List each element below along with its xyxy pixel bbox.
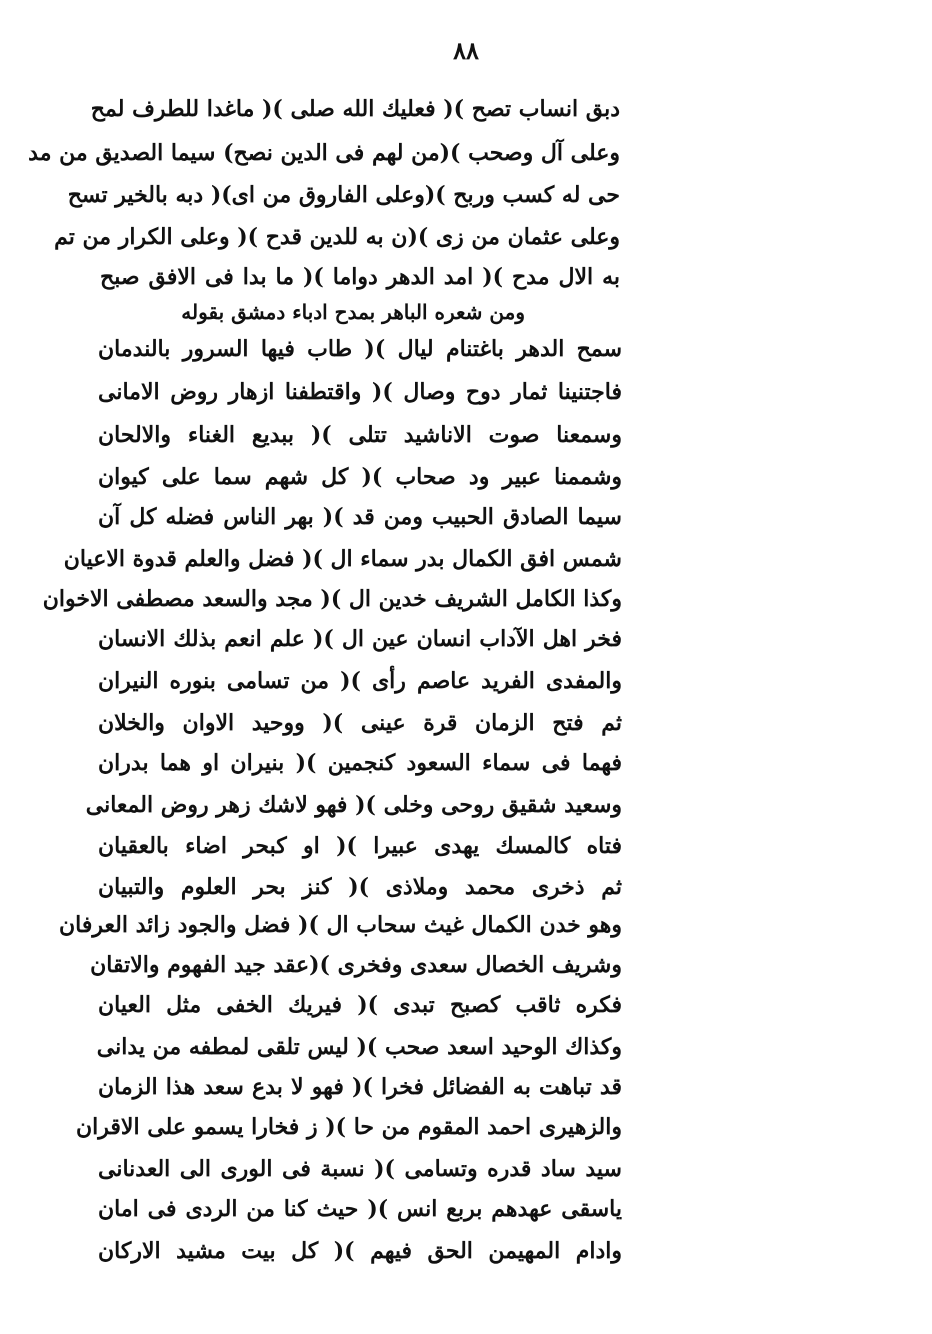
intro-line-1: دبق انساب تصح )( فعليك الله صلى )( ماغدا للطرف لمح [90, 96, 620, 122]
intro-line-3: حى له كسب وربح )(وعلى الفاروق من اى)( دبه بالخير تسح [67, 182, 620, 208]
poem-line-17: فكره ثاقب كصبح تبدى )( فيريك الخفى مثل العيان [98, 992, 622, 1018]
poem-line-12: وسعيد شقيق روحى وخلى )( فهو لاشك زهر روض المعانى [85, 792, 622, 818]
poem-line-9: والمفدى الفريد عاصم رأى )( من تسامى بنوره النيران [98, 668, 622, 694]
section-heading: ومن شعره الباهر بمدح ادباء دمشق بقوله [181, 300, 525, 324]
poem-line-7: وكذا الكامل الشريف خدين ال )( مجد والسعد مصطفى الاخوان [42, 586, 622, 612]
poem-line-16: وشريف الخصال سعدى وفخرى )(عقد جيد الفهوم والاتقان [90, 952, 622, 978]
poem-line-20: والزهيرى احمد المقوم من حا )( ز فخارا يسمو على الاقران [76, 1114, 622, 1140]
poem-line-5: سيما الصادق الحبيب ومن قد )( بهر الناس فضله كل آن [98, 504, 622, 530]
poem-line-3: وسمعنا صوت الاناشيد تتلى )( ببديع الغناء والالحان [98, 422, 622, 448]
poem-line-14: ثم ذخرى محمد وملاذى )( كنز بحر العلوم والتبيان [98, 874, 622, 900]
poem-line-11: فهما فى سماء السعود كنجمين )( بنيران او هما بدران [98, 750, 622, 776]
poem-line-2: فاجتنينا ثمار دوح وصال )( واقتطفنا ازهار روض الامانى [98, 379, 622, 405]
poem-line-8: فخر اهل الآداب انسان عين ال )( علم انعم بذلك الانسان [98, 626, 622, 652]
poem-line-10: ثم فتح الزمان قرة عينى )( ووحيد الاوان والخلان [98, 710, 622, 736]
intro-line-2: وعلى آل وصحب )(من لهم فى الدين نصح) سيما الصديق من مد [28, 140, 620, 166]
page-number: ٨٨ [453, 36, 479, 65]
intro-line-5: به الال مدح )( امد الدهر دواما )( ما بدا فى الافق صبح [100, 264, 620, 290]
poem-line-19: قد تباهت به الفضائل فخرا )( فهو لا بدع سعد هذا الزمان [98, 1074, 622, 1100]
poem-line-13: فتاه كالمسك يهدى عبيرا )( او كبحر اضاء بالعقيان [98, 833, 622, 859]
poem-line-4: وشممنا عبير ود صحاب )( كل شهم سما على كيوان [98, 464, 622, 490]
poem-line-18: وكذاك الوحيد اسعد صحب )( ليس تلقى لمطفه من يدانى [96, 1034, 622, 1060]
intro-line-4: وعلى عثمان من زى )(ن به للدين قدح )( وعلى الكرار من تم [54, 224, 620, 250]
poem-line-22: ياسقى عهدهم بربع انس )( حيث كنا من الردى فى امان [98, 1196, 622, 1222]
poem-line-15: وهو خدن الكمال غيث سحاب ال )( فضل والجود زائد العرفان [59, 912, 622, 938]
poem-line-21: سيد ساد قدره وتسامى )( نسبة فى الورى الى العدنانى [98, 1156, 622, 1182]
poem-line-23: وادام المهيمن الحق فيهم )( كل بيت مشيد الاركان [98, 1238, 622, 1264]
poem-line-1: سمح الدهر باغتنام ليال )( طاب فيها السرور بالندمان [98, 336, 622, 362]
poem-line-6: شمس افق الكمال بدر سماء ال )( فضل والعلم قدوة الاعيان [63, 546, 622, 572]
